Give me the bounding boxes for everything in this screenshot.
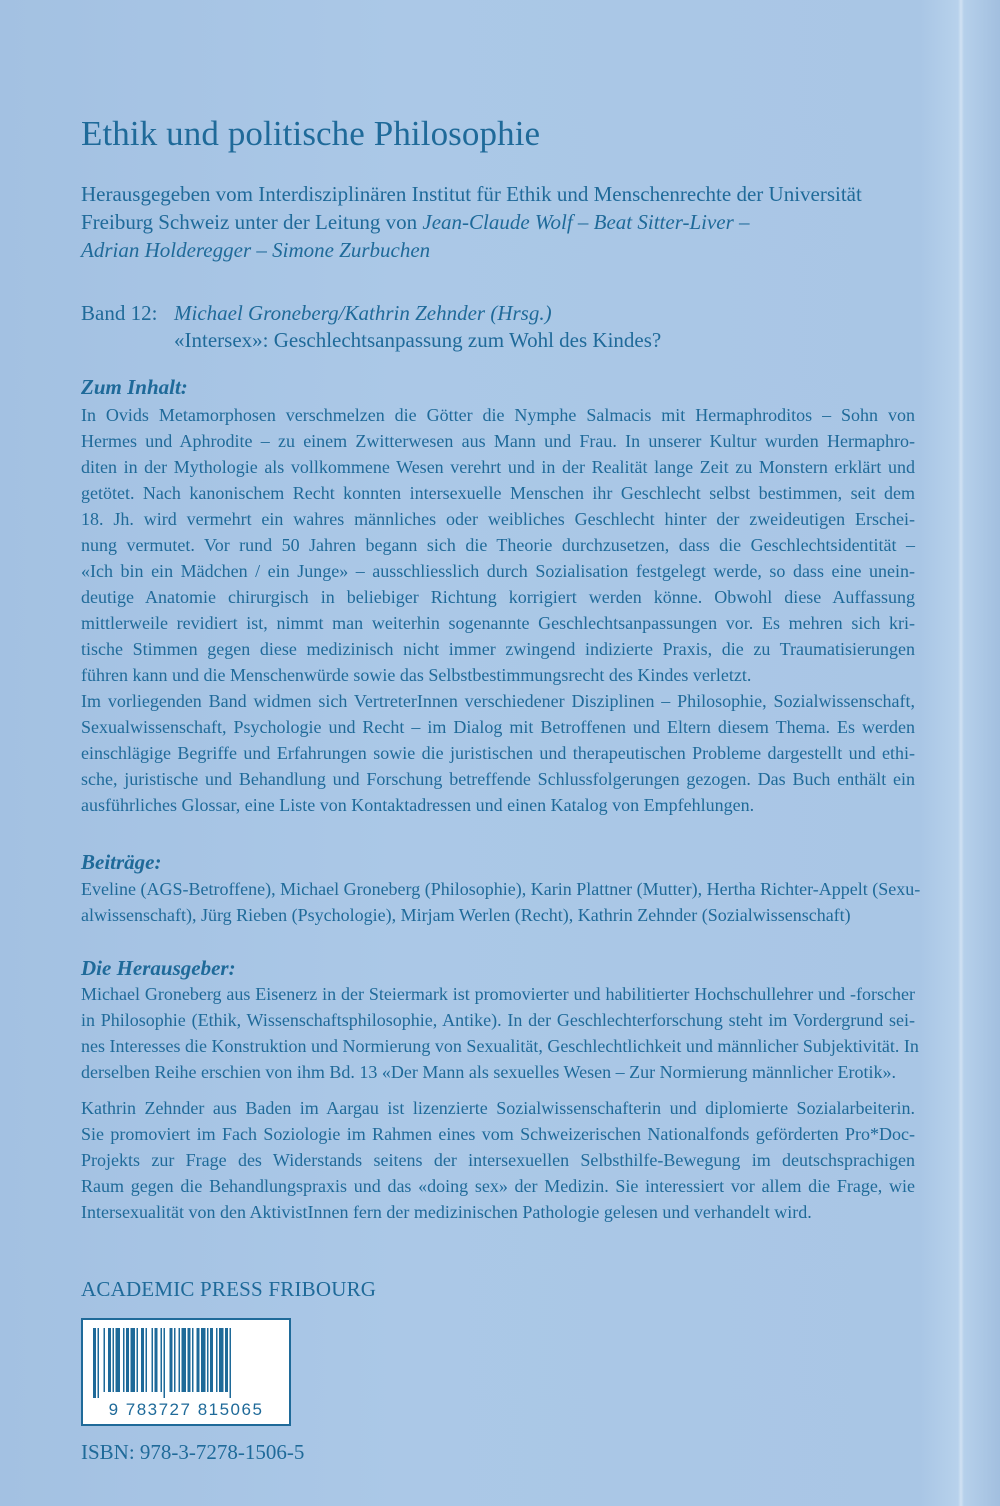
series-title: Ethik und politische Philosophie (81, 114, 541, 153)
barcode-bar (197, 1328, 200, 1392)
contents-paragraph (81, 402, 915, 818)
barcode-bar (108, 1328, 111, 1392)
text-line: ausführliches Glossar, eine Liste von Kontaktadressen und einen Katalog von Empfehlungen. (81, 795, 755, 815)
barcode-bar (216, 1328, 218, 1392)
barcode-bar (137, 1328, 139, 1392)
barcode-bar (155, 1328, 158, 1392)
text-line: nung vermutet. Vor rund 50 Jahren begann sich die Theorie durchzusetzen, dass die Geschlechtsidentität – (81, 535, 915, 555)
barcode-bar (225, 1328, 228, 1392)
text-line: Kathrin Zehnder aus Baden im Aargau ist lizenzierte Sozialwissenschafterin und diplomierte Sozialarbeiterin. (81, 1098, 915, 1118)
barcode-bar (170, 1328, 173, 1392)
barcode-bar (141, 1328, 144, 1392)
barcode-bar (161, 1328, 163, 1392)
text-line: Sie promoviert im Fach Soziologie im Rahmen eines vom Schweizerischen Nationalfonds geförderten Pro*Doc- (81, 1124, 915, 1144)
barcode-bar (116, 1328, 121, 1392)
text-line: Projekts zur Frage des Widerstands seitens der intersexuellen Selbsthilfe-Bewegung im deutschsprachigen (81, 1150, 915, 1170)
text-line: In Ovids Metamorphosen verschmelzen die Götter die Nymphe Salmacis mit Hermaphroditos – Sohn von (81, 405, 915, 425)
barcode-bar (123, 1328, 125, 1392)
text-line: Raum gegen die Behandlungspraxis und das «doing sex» der Medizin. Sie interessiert vor allem die Frage, wie (81, 1176, 915, 1196)
barcode-bar (201, 1328, 206, 1392)
series-editors-text: Herausgegeben vom Interdisziplinären Institut für Ethik und Menschenrechte der Universität (81, 182, 862, 206)
series-editors-names: Adrian Holderegger – Simone Zurbuchen (81, 238, 431, 262)
barcode-bar (219, 1328, 224, 1392)
text-line: deutige Anatomie chirurgisch in beliebiger Richtung korrigiert werden könne. Obwohl diese Auffassung (81, 587, 915, 607)
editors-heading: Die Herausgeber: (81, 956, 236, 980)
barcode-bar (98, 1328, 100, 1398)
barcode-bar (230, 1328, 232, 1398)
barcode-bar (207, 1328, 209, 1392)
volume-authors: Michael Groneberg/Kathrin Zehnder (Hrsg.) (174, 301, 552, 325)
text-line: Michael Groneberg aus Eisenerz in der Steiermark ist promovierter und habilitierter Hochschullehrer und -forscher (81, 984, 915, 1004)
barcode-bar (93, 1328, 96, 1398)
text-line: getötet. Nach kanonischem Recht konnten intersexuelle Menschen ihr Geschlecht selbst bestimmen, seit dem (81, 483, 915, 503)
text-line: derselben Reihe erschien von ihm Bd. 13 «Der Mann als sexuelles Wesen – Zur Normierung männlicher Erotik». (81, 1062, 897, 1082)
barcode-bar (182, 1328, 187, 1392)
text-line: 18. Jh. wird vermehrt ein wahres männliches oder weibliches Geschlecht hinter der zweideutigen Erschei- (81, 509, 915, 529)
barcode-bar (188, 1328, 191, 1392)
isbn-number: ISBN: 978-3-7278-1506-5 (81, 1440, 305, 1464)
text-line: «Ich bin ein Mädchen / ein Junge» – ausschliesslich durch Sozialisation festgelegt werde, so dass eine unein- (81, 561, 915, 581)
zehnder-bio (81, 1095, 915, 1225)
barcode-bars (91, 1328, 281, 1398)
volume-label: Band 12: (81, 301, 158, 325)
contributions-heading: Beiträge: (81, 850, 162, 874)
text-line: tische Stimmen gegen diese medizinisch nicht immer zwingend indizierte Praxis, die zu Traumatisierungen (81, 639, 915, 659)
text-line: Eveline (AGS-Betroffene), Michael Groneberg (Philosophie), Karin Plattner (Mutter), Hertha Richter-Appelt (Sexu- (81, 879, 921, 899)
barcode-icon (81, 1318, 291, 1426)
barcode-digits: 9 783727 815065 (108, 1400, 264, 1419)
text-line: mittlerweile revidiert ist, nimmt man weiterhin sogenannte Geschlechtsanpassungen vor. Es mehren sich kri- (81, 613, 915, 633)
contributions-paragraph (81, 876, 921, 928)
text-line: alwissenschaft), Jürg Rieben (Psychologie), Mirjam Werlen (Recht), Kathrin Zehnder (Sozialwissenschaft) (81, 905, 851, 925)
groneberg-bio (81, 981, 919, 1085)
series-editors-line (81, 236, 913, 264)
barcode-bar (174, 1328, 176, 1392)
barcode-bar (152, 1328, 154, 1392)
barcode-bar (192, 1328, 194, 1392)
text-line: führen kann und die Menschenwürde sowie das Selbstbestimmungsrecht des Kindes verletzt. (81, 665, 752, 685)
cover-edge-highlight (958, 0, 964, 1506)
text-line: einschlägige Begriffe und Erfahrungen sowie die juristischen und therapeutischen Probleme dargestellt und ethi- (81, 743, 915, 763)
barcode-bar (113, 1328, 115, 1392)
volume-title: «Intersex»: Geschlechtsanpassung zum Wohl des Kindes? (174, 328, 662, 352)
series-editors-line (81, 180, 913, 208)
series-editors-names: Jean-Claude Wolf – Beat Sitter-Liver – (422, 210, 750, 234)
barcode-bar (164, 1328, 166, 1398)
series-editors-text: Freiburg Schweiz unter der Leitung von (81, 210, 423, 234)
text-line: Intersexualität von den AktivistInnen fern der medizinischen Pathologie gelesen und verhandelt wird. (81, 1202, 812, 1222)
contents-heading: Zum Inhalt: (81, 375, 188, 399)
barcode-bar (104, 1328, 106, 1392)
text-line: diten in der Mythologie als vollkommene Wesen verehrt und in der Realität lange Zeit zu Monstern erklärt und (81, 457, 915, 477)
text-line: nes Interesses die Konstruktion und Normierung von Sexualität, Geschlechtlichkeit und männlicher Subjektivität. In (81, 1036, 919, 1056)
barcode-bar (210, 1328, 213, 1392)
text-line: in Philosophie (Ethik, Wissenschaftsphilosophie, Antike). In der Geschlechterforschung steht im Vordergrund sei- (81, 1010, 915, 1030)
text-line: sche, juristische und Behandlung und Forschung betreffende Schlussfolgerungen gezogen. Das Buch enthält ein (81, 769, 915, 789)
barcode-bar (131, 1328, 136, 1392)
text-line: Hermes und Aphrodite – zu einem Zwitterwesen aus Mann und Frau. In unserer Kultur wurden Hermaphro- (81, 431, 915, 451)
barcode-bar (179, 1328, 181, 1392)
text-line: Sexualwissenschaft, Psychologie und Recht – im Dialog mit Betroffenen und Eltern diesem Thema. Es werden (81, 717, 915, 737)
text-line: Im vorliegenden Band widmen sich VertreterInnen verschiedener Disziplinen – Philosophie, Sozialwissenschaft, (81, 691, 915, 711)
volume-info (81, 300, 661, 354)
series-editors (81, 180, 913, 264)
series-editors-line (81, 208, 913, 236)
publisher-name: ACADEMIC PRESS FRIBOURG (81, 1277, 377, 1301)
barcode-bar (126, 1328, 129, 1392)
barcode-bar (146, 1328, 148, 1392)
